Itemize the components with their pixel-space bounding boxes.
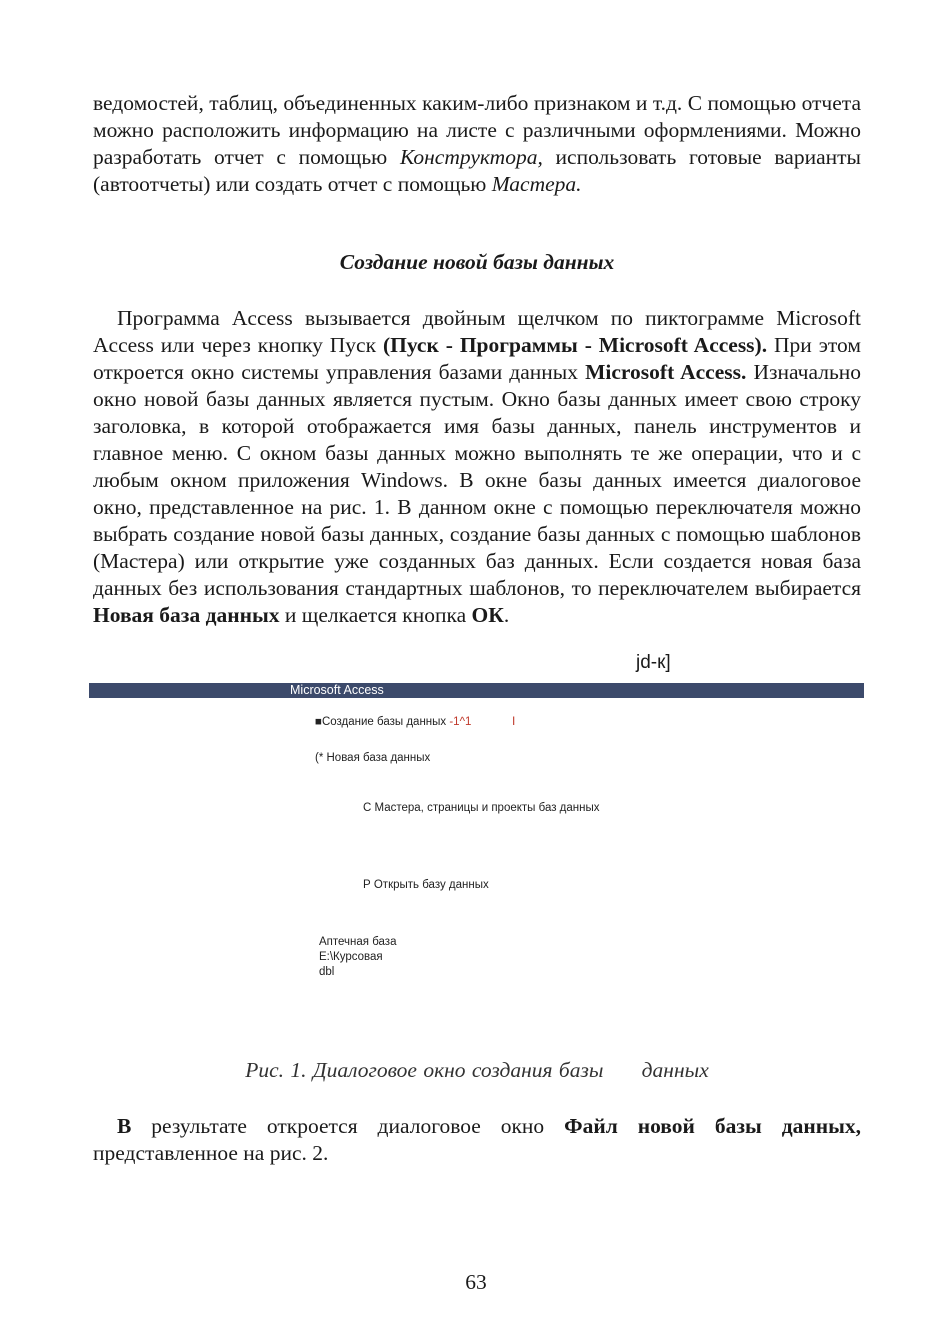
dialog-caption-mark: -1^1 <box>446 716 472 728</box>
text-run: использовать готовые варианты (автоотчеты) или создать отчет с помощью <box>93 145 861 196</box>
dialog-caption-text: ■Создание базы данных <box>315 716 447 728</box>
bold-run: (Пуск - Программы - Microsoft Access). <box>382 333 768 357</box>
text-run: При этом откроется окно системы управления базами данных <box>93 333 861 384</box>
text-run: представленное на рис. 2. <box>93 1141 329 1165</box>
dialog-caption <box>315 716 471 728</box>
bold-run: ОК <box>471 603 504 627</box>
radio-new-database[interactable]: (* Новая база данных <box>315 752 431 764</box>
text-run: ведомостей, таблиц, объединенных каким-либо признаком и т.д. С помощью отчета можно расположить информацию на листе с различными оформлениями. Можно разработать отчет с помощью <box>93 91 861 169</box>
text-run: результате откроется диалоговое окно <box>131 1114 565 1138</box>
recent-file-item[interactable]: dbl <box>319 966 335 978</box>
bold-run: В <box>117 1114 132 1138</box>
dialog-titlebar <box>89 683 864 698</box>
bold-run: Microsoft Access. <box>585 360 747 384</box>
section-heading: Создание новой базы данных <box>339 250 615 274</box>
text-run: Программа Access вызывается двойным щелчком по пиктограмме Microsoft Access или через кнопку Пуск <box>93 306 861 357</box>
radio-open-database[interactable]: Р Открыть базу данных <box>363 879 489 891</box>
paragraph-report-intro <box>93 90 861 198</box>
radio-wizard[interactable]: С Мастера, страницы и проекты баз данных <box>363 802 600 814</box>
dialog-title: Microsoft Access <box>290 683 384 697</box>
paragraph-access-launch <box>93 305 861 629</box>
text-run: . <box>503 603 510 627</box>
term-wizard: Мастера. <box>491 172 582 196</box>
recent-files-list[interactable] <box>319 935 396 980</box>
page-number: 63 <box>465 1270 487 1294</box>
recent-file-item[interactable]: Е:\Курсовая <box>319 951 383 963</box>
bold-run: Файл новой базы данных, <box>564 1114 862 1138</box>
bold-run: Новая база данных <box>93 603 280 627</box>
term-constructor: Конструктора, <box>399 145 543 169</box>
recent-file-item[interactable]: Аптечная база <box>319 936 397 948</box>
paragraph-result <box>93 1113 861 1167</box>
figure-caption: Рис. 1. Диалоговое окно создания базы данных <box>245 1058 709 1082</box>
text-run: и щелкается кнопка <box>279 603 472 627</box>
text-run: Изначально окно новой базы данных является пустым. Окно базы данных имеет свою строку заголовка, в которой отображается имя базы данных, панель инструментов и главное меню. С окном базы данных можно выполнять те же операции, что и с любым окном приложения Windows. В окне базы данных имеется диалоговое окно, представленное на рис. 1. В данном окне с помощью переключателя можно выбрать создание новой базы данных, создание базы данных с помощью шаблонов (Мастера) или открытие уже созданных баз данных. Если создается новая база данных без использования стандартных шаблонов, то переключателем выбирается <box>93 360 862 600</box>
cursor-mark: I <box>512 714 516 728</box>
ocr-fragment: jd-к] <box>636 652 671 673</box>
